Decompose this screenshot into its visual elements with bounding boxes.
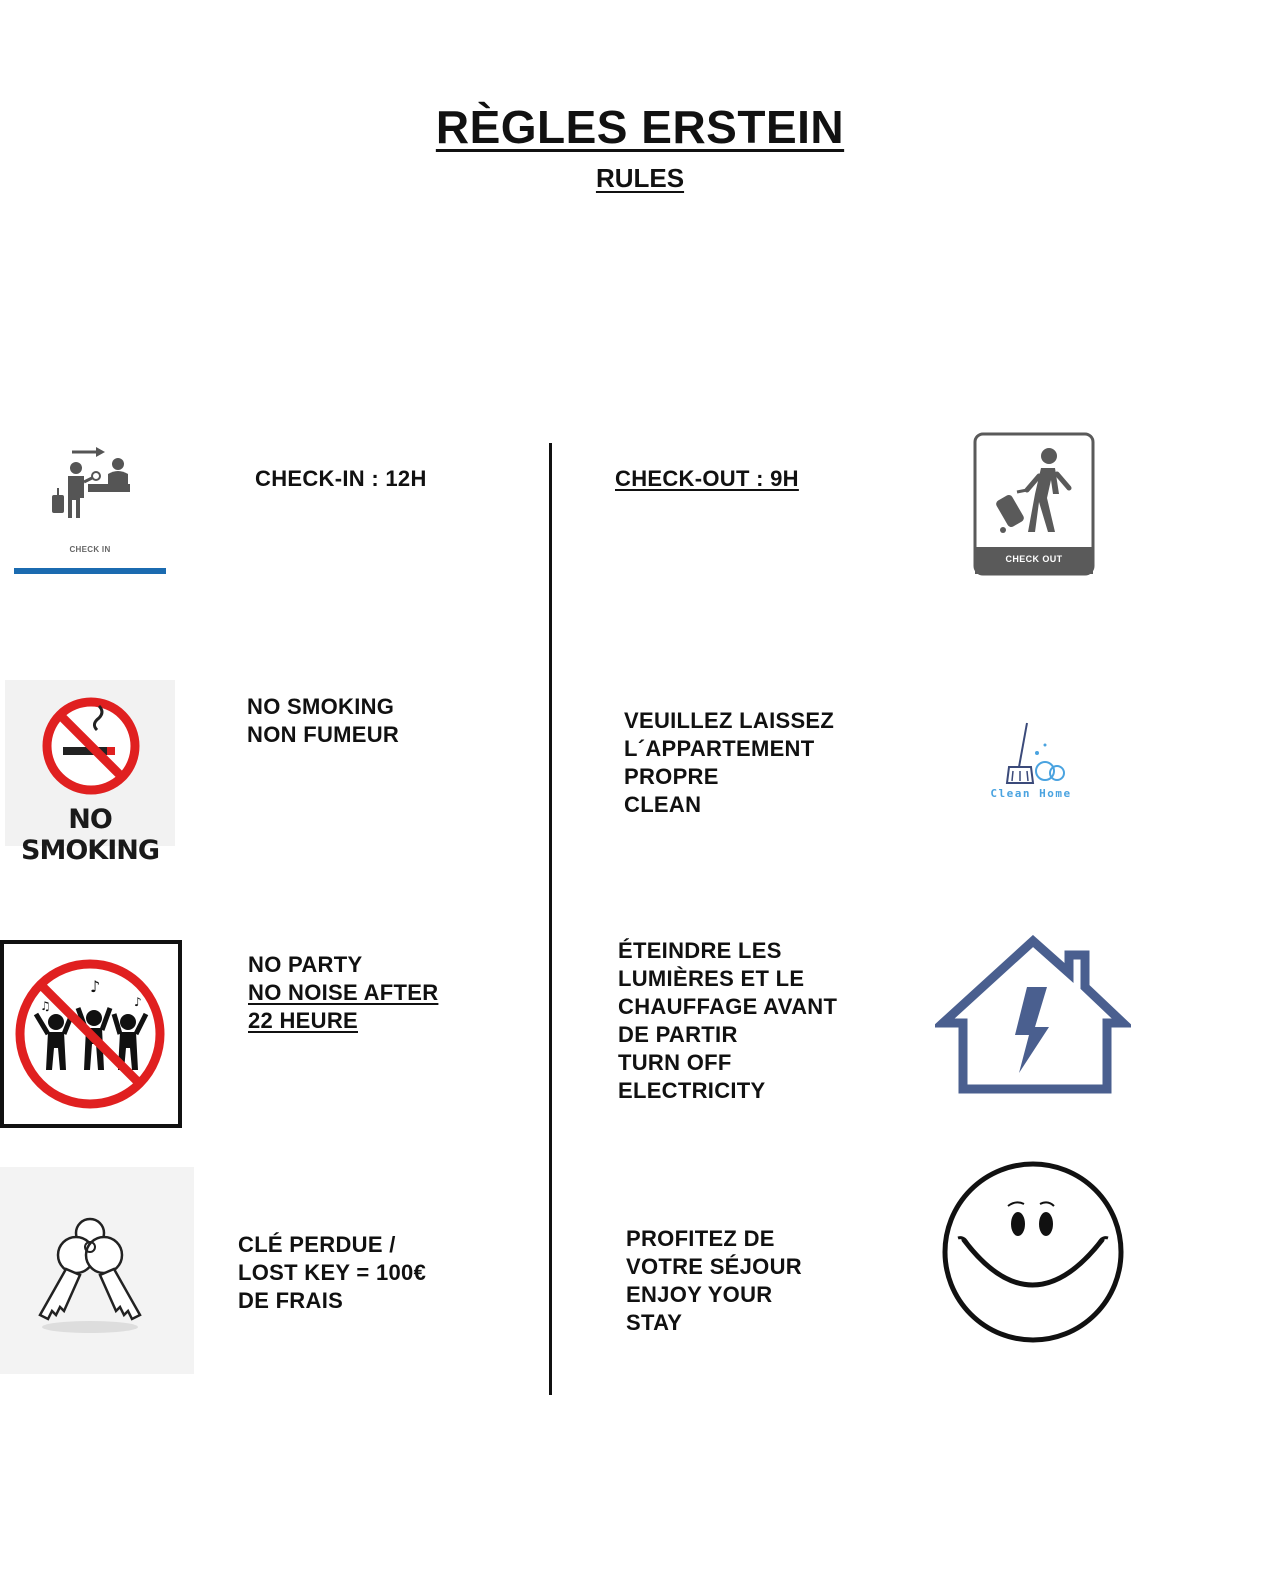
smiley-face-icon <box>940 1160 1130 1346</box>
svg-text:♪: ♪ <box>90 977 101 996</box>
no-smoking-rule: NO SMOKING NON FUMEUR <box>247 694 400 747</box>
check-in-rule: CHECK-IN : 12H <box>255 466 427 491</box>
page-subtitle: RULES <box>595 163 685 193</box>
check-out-icon <box>973 432 1095 576</box>
page-title: RÈGLES ERSTEIN <box>435 101 845 153</box>
lost-key-rule: CLÉ PERDUE / LOST KEY = 100€ DE FRAIS <box>238 1232 427 1313</box>
check-out-icon-caption: CHECK OUT <box>1005 554 1063 564</box>
no-smoking-icon <box>5 680 175 866</box>
clean-rule: VEUILLEZ LAISSEZ L´APPARTEMENT PROPRE CLEAN <box>624 708 835 817</box>
no-party-rule: NO PARTY NO NOISE AFTER 22 HEURE <box>248 952 439 1033</box>
keys-icon <box>0 1167 194 1374</box>
svg-text:♫: ♫ <box>40 999 51 1013</box>
svg-text:♪: ♪ <box>134 995 142 1009</box>
check-in-icon-caption: CHECK IN <box>69 545 111 554</box>
check-out-rule: CHECK-OUT : 9H <box>615 466 799 491</box>
electricity-rule: ÉTEINDRE LES LUMIÈRES ET LE CHAUFFAGE AVANT DE PARTIR TURN OFF ELECTRICITY <box>618 938 838 1103</box>
clean-home-icon <box>975 715 1087 805</box>
enjoy-rule: PROFITEZ DE VOTRE SÉJOUR ENJOY YOUR STAY <box>626 1226 802 1335</box>
house-electricity-icon <box>935 935 1131 1095</box>
no-party-icon <box>0 940 183 1128</box>
column-divider <box>549 443 552 1395</box>
clean-home-icon-caption: Clean Home <box>990 787 1072 800</box>
no-smoking-icon-caption: NO SMOKING <box>21 804 159 866</box>
check-in-icon <box>10 440 170 585</box>
